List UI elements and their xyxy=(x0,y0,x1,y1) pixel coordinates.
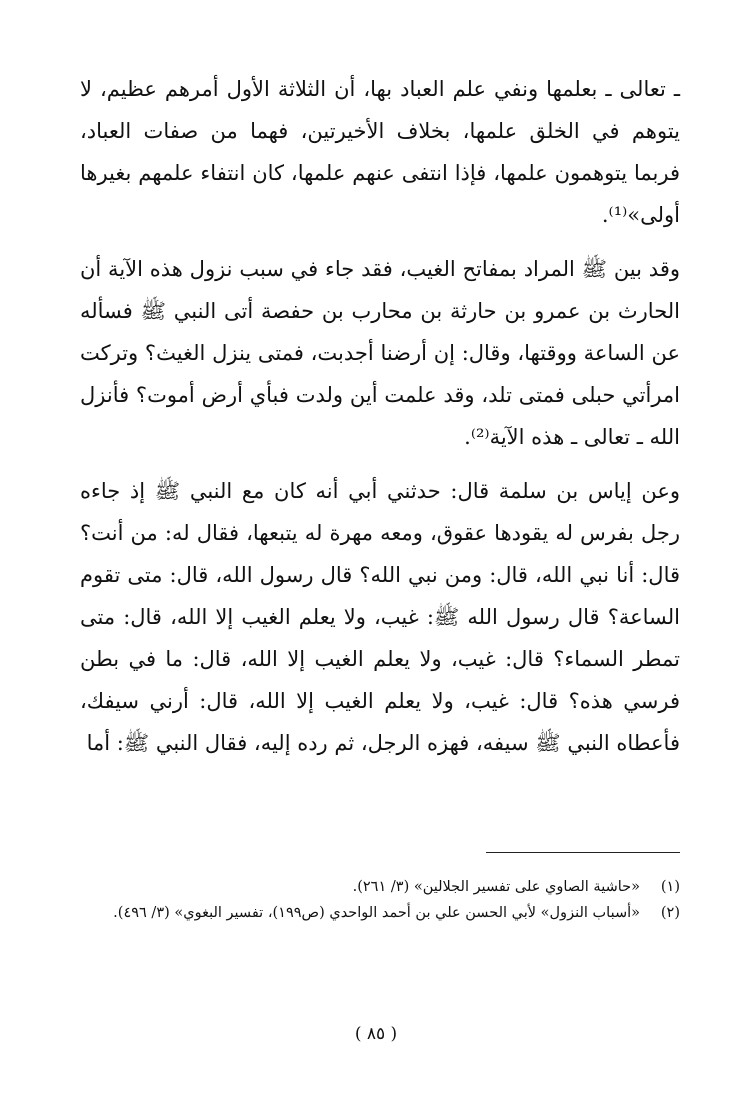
footnote-2 xyxy=(80,900,680,926)
footnote-number: (١) xyxy=(660,879,680,895)
footnote-text: «حاشية الصاوي على تفسير الجلالين» (٣/ ٢٦١). xyxy=(352,879,640,895)
footnote-number: (٢) xyxy=(660,905,680,921)
paragraph-2: وقد بين ﷺ المراد بمفاتح الغيب، فقد جاء في سبب نزول هذه الآية أن الحارث بن عمرو بن حارثة بن محارب بن حفصة أتى النبي ﷺ فسأله عن الساعة ووقتها، وقال: إن أرضنا أجدبت، فمتى ينزل الغيث؟ وتركت امرأتي حبلى فمتى تلد، وقد علمت أين ولدت فبأي أرض أموت؟ فأنزل الله ـ تعالى ـ هذه الآية⁽²⁾. xyxy=(80,257,680,449)
page-number: ( ٨٥ ) xyxy=(354,1024,398,1044)
footnote-1 xyxy=(80,874,680,900)
main-text xyxy=(80,68,680,764)
footnote-text: «أسباب النزول» لأبي الحسن علي بن أحمد الواحدي (ص١٩٩)، تفسير البغوي» (٣/ ٤٩٦). xyxy=(113,905,640,921)
paragraph-1: ـ تعالى ـ بعلمها ونفي علم العباد بها، أن الثلاثة الأول أمرهم عظيم، لا يتوهم في الخلق علمها، بخلاف الأخيرتين، فهما من صفات العباد، فربما يتوهمون علمها، فإذا انتفى عنهم علمها، كان انتفاء علمهم بغيرها أولى»⁽¹⁾. xyxy=(80,77,680,227)
paragraph-3: وعن إياس بن سلمة قال: حدثني أبي أنه كان مع النبي ﷺ إذ جاءه رجل بفرس له يقودها عقوق، ومعه مهرة له يتبعها، فقال له: من أنت؟ قال: أنا نبي الله، قال: ومن نبي الله؟ قال رسول الله، قال: متى تقوم الساعة؟ قال رسول الله ﷺ: غيب، ولا يعلم الغيب إلا الله، قال: متى تمطر السماء؟ قال: غيب، ولا يعلم الغيب إلا الله، قال: ما في بطن فرسي هذه؟ قال: غيب، ولا يعلم الغيب إلا الله، قال: أرني سيفك، فأعطاه النبي ﷺ سيفه، فهزه الرجل، ثم رده إليه، فقال النبي ﷺ: أما xyxy=(80,479,680,755)
footnotes xyxy=(80,874,680,926)
footnote-divider xyxy=(486,852,680,853)
